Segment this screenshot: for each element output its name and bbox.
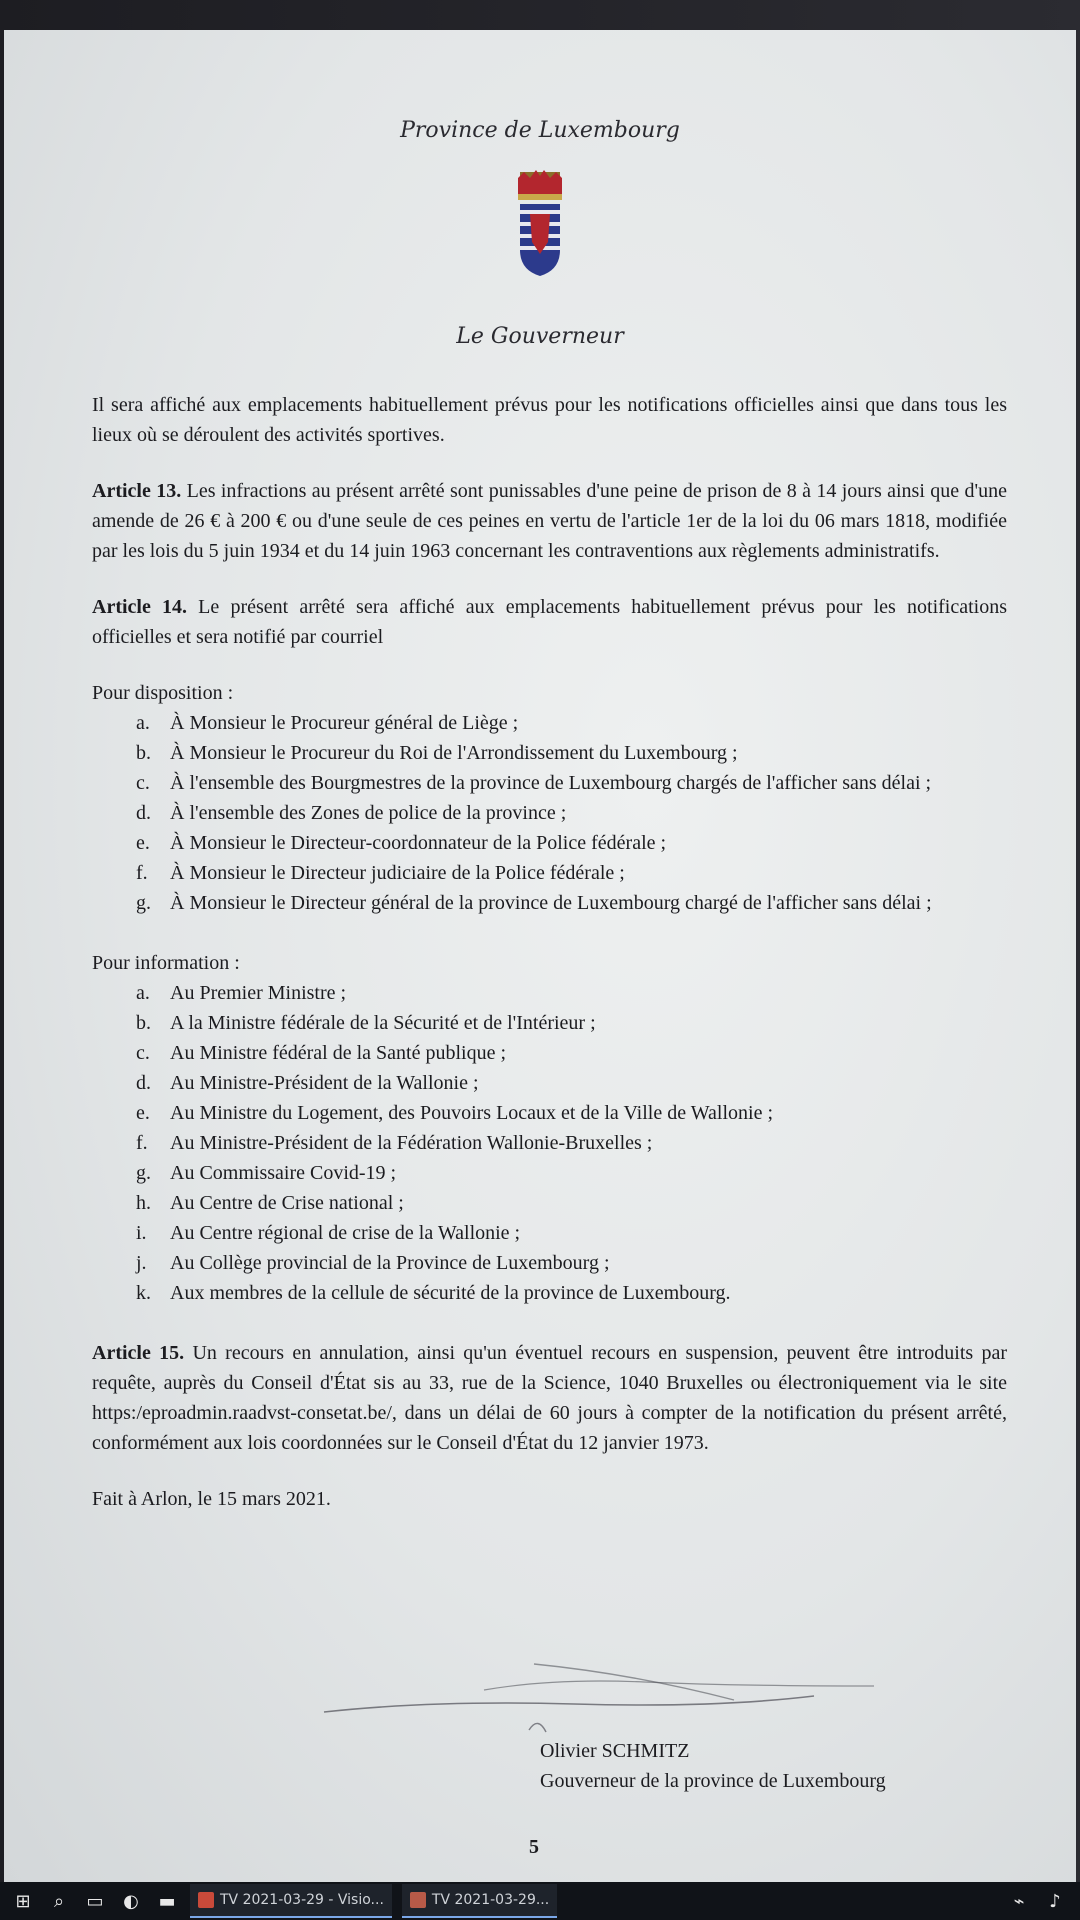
intro-paragraph: Il sera affiché aux emplacements habituellement prévus pour les notifications officielles ainsi que dans tous les lieux où se déroulent des activités sportives. <box>92 394 1007 446</box>
list-item: c. Au Ministre fédéral de la Santé publique ; <box>136 1042 507 1064</box>
article-14-text: Le présent arrêté sera affiché aux emplacements habituellement prévus pour les notifications officielles et sera notifié par courriel <box>92 596 1007 648</box>
document-viewer[interactable] <box>4 30 1076 1882</box>
article-13-label: Article 13. <box>92 480 182 502</box>
list-item: f. À Monsieur le Directeur judiciaire de la Police fédérale ; <box>136 862 625 884</box>
document-body <box>92 390 1007 1540</box>
signer-title: Gouverneur de la province de Luxembourg <box>540 1770 886 1792</box>
coat-of-arms-icon <box>510 170 570 280</box>
article-15-label: Article 15. <box>92 1342 185 1364</box>
signer-name: Olivier SCHMITZ <box>540 1740 690 1762</box>
date-line: Fait à Arlon, le 15 mars 2021. <box>92 1488 331 1510</box>
document-page <box>4 30 1076 1882</box>
article-14-label: Article 14. <box>92 596 188 618</box>
network-icon[interactable]: ⌁ <box>1013 1890 1025 1912</box>
list-item: g. Au Commissaire Covid-19 ; <box>136 1162 397 1184</box>
information-title: Pour information : <box>92 952 240 974</box>
start-icon[interactable]: ⊞ <box>15 1890 31 1912</box>
article-13 <box>92 476 1007 566</box>
search-icon[interactable]: ⌕ <box>53 1890 65 1912</box>
app-icon <box>198 1892 214 1908</box>
signature-mark <box>314 1660 914 1740</box>
list-item: f. Au Ministre-Président de la Fédération Wallonie-Bruxelles ; <box>136 1132 653 1154</box>
list-item: e. À Monsieur le Directeur-coordonnateur de la Police fédérale ; <box>136 832 667 854</box>
taskbar-app-2[interactable]: TV 2021-03-29... <box>402 1884 557 1918</box>
app-icon <box>410 1892 426 1908</box>
article-14 <box>92 592 1007 652</box>
system-tray <box>1006 1888 1068 1914</box>
taskbar-app-1[interactable]: TV 2021-03-29 - Visio... <box>190 1884 392 1918</box>
disposition-title: Pour disposition : <box>92 682 234 704</box>
list-item: b. À Monsieur le Procureur du Roi de l'Arrondissement du Luxembourg ; <box>136 742 738 764</box>
volume-icon[interactable]: ♪ <box>1049 1890 1061 1912</box>
page-number: 5 <box>529 1836 539 1858</box>
list-item: j. Au Collège provincial de la Province de Luxembourg ; <box>136 1252 610 1274</box>
article-15-text: Un recours en annulation, ainsi qu'un éventuel recours en suspension, peuvent être introduits par requête, auprès du Conseil d'État sis au 33, rue de la Science, 1040 Bruxelles ou électroniquement via le site https:/eproadmin.raadvst-consetat.be/, dans un délai de 60 jours à compter de la notification du présent arrêté, conformément aux lois coordonnées sur le Conseil d'État du 12 janvier 1973. <box>92 1342 1007 1454</box>
disposition-list <box>92 708 1007 918</box>
browser-icon[interactable]: ◐ <box>123 1890 139 1912</box>
list-item: g. À Monsieur le Directeur général de la province de Luxembourg chargé de l'afficher sans délai ; <box>136 892 932 914</box>
list-item: a. À Monsieur le Procureur général de Liège ; <box>136 712 519 734</box>
folder-icon[interactable]: ▬ <box>158 1890 176 1912</box>
letterhead-subtitle: Le Gouverneur <box>456 324 624 349</box>
list-item: c. À l'ensemble des Bourgmestres de la province de Luxembourg chargés de l'afficher sans délai ; <box>136 772 932 794</box>
list-item: k. Aux membres de la cellule de sécurité de la province de Luxembourg. <box>136 1282 731 1304</box>
task-view-icon[interactable]: ▭ <box>86 1890 104 1912</box>
list-item: d. Au Ministre-Président de la Wallonie ; <box>136 1072 479 1094</box>
list-item: i. Au Centre régional de crise de la Wallonie ; <box>136 1222 521 1244</box>
list-item: h. Au Centre de Crise national ; <box>136 1192 404 1214</box>
information-list <box>92 978 1007 1308</box>
article-15 <box>92 1338 1007 1458</box>
list-item: e. Au Ministre du Logement, des Pouvoirs Locaux et de la Ville de Wallonie ; <box>136 1102 773 1124</box>
signer-block <box>540 1736 886 1796</box>
letterhead-title: Province de Luxembourg <box>400 118 680 143</box>
taskbar <box>0 1882 1080 1920</box>
list-item: b. A la Ministre fédérale de la Sécurité et de l'Intérieur ; <box>136 1012 596 1034</box>
list-item: a. Au Premier Ministre ; <box>136 982 347 1004</box>
list-item: d. À l'ensemble des Zones de police de la province ; <box>136 802 567 824</box>
article-13-text: Les infractions au présent arrêté sont punissables d'une peine de prison de 8 à 14 jours ainsi que d'une amende de 26 € à 200 € ou d'une seule de ces peines en vertu de l'article 1er de la loi du 06 mars 1818, modifiée par les lois du 5 juin 1934 et du 14 juin 1963 concernant les contraventions aux règlements administratifs. <box>92 480 1007 562</box>
